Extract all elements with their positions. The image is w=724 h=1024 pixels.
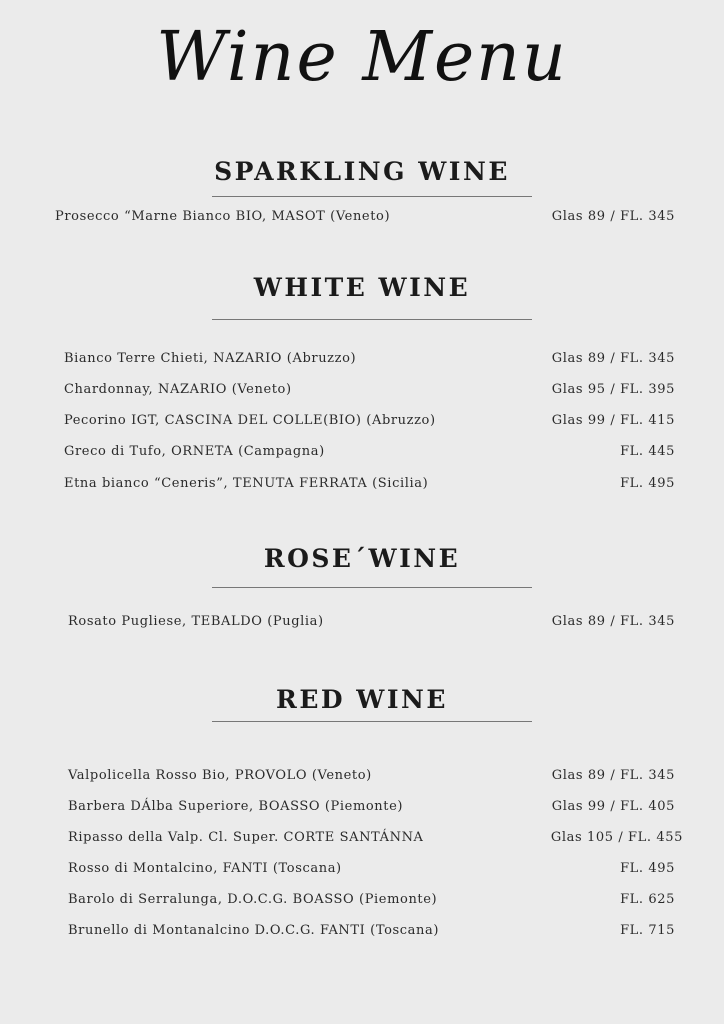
section-divider — [212, 721, 532, 722]
item-price: Glas 99 / FL. 405 — [551, 799, 675, 814]
item-price: FL. 445 — [620, 444, 675, 459]
item-price: Glas 99 / FL. 415 — [551, 413, 675, 428]
item-name: Brunello di Montanalcino D.O.C.G. FANTI (Toscana) — [68, 923, 439, 938]
item-name: Barbera DÁlba Superiore, BOASSO (Piemonte) — [68, 799, 404, 814]
item-name: Barolo di Serralunga, D.O.C.G. BOASSO (Piemonte) — [68, 892, 438, 907]
item-name: Rosato Pugliese, TEBALDO (Puglia) — [68, 614, 324, 629]
section-title-rose: ROSE´WINE — [263, 544, 461, 573]
menu-item — [0, 830, 724, 850]
menu-item — [0, 799, 724, 819]
item-price: FL. 495 — [620, 476, 675, 491]
item-price: FL. 715 — [620, 923, 675, 938]
menu-item — [0, 209, 724, 229]
item-name: Rosso di Montalcino, FANTI (Toscana) — [68, 861, 342, 876]
section-divider — [212, 319, 532, 320]
item-price: Glas 89 / FL. 345 — [551, 209, 675, 224]
item-name: Ripasso della Valp. Cl. Super. CORTE SANTÁNNA — [68, 830, 424, 845]
item-price: Glas 89 / FL. 345 — [551, 614, 675, 629]
section-divider — [212, 196, 532, 197]
item-name: Valpolicella Rosso Bio, PROVOLO (Veneto) — [68, 768, 372, 783]
menu-item — [0, 861, 724, 881]
menu-item — [0, 382, 724, 402]
item-price: Glas 105 / FL. 455 — [550, 830, 683, 845]
menu-item — [0, 892, 724, 912]
menu-item — [0, 444, 724, 464]
menu-item — [0, 923, 724, 943]
menu-item — [0, 768, 724, 788]
item-name: Chardonnay, NAZARIO (Veneto) — [64, 382, 292, 397]
section-divider — [212, 587, 532, 588]
section-title-sparkling: SPARKLING WINE — [214, 157, 510, 186]
item-price: Glas 95 / FL. 395 — [551, 382, 675, 397]
item-name: Bianco Terre Chieti, NAZARIO (Abruzzo) — [64, 351, 357, 366]
menu-item — [0, 476, 724, 496]
menu-item — [0, 351, 724, 371]
menu-item — [0, 614, 724, 634]
item-name: Greco di Tufo, ORNETA (Campagna) — [64, 444, 325, 459]
section-title-white: WHITE WINE — [253, 273, 471, 302]
menu-item — [0, 413, 724, 433]
item-price: FL. 625 — [620, 892, 675, 907]
item-price: Glas 89 / FL. 345 — [551, 351, 675, 366]
item-price: FL. 495 — [620, 861, 675, 876]
page-title: Wine Menu — [156, 18, 568, 97]
item-price: Glas 89 / FL. 345 — [551, 768, 675, 783]
item-name: Prosecco “Marne Bianco BIO, MASOT (Veneto) — [55, 209, 391, 224]
item-name: Pecorino IGT, CASCINA DEL COLLE(BIO) (Abruzzo) — [64, 413, 436, 428]
item-name: Etna bianco “Ceneris”, TENUTA FERRATA (Sicilia) — [64, 476, 429, 491]
section-title-red: RED WINE — [276, 685, 448, 714]
